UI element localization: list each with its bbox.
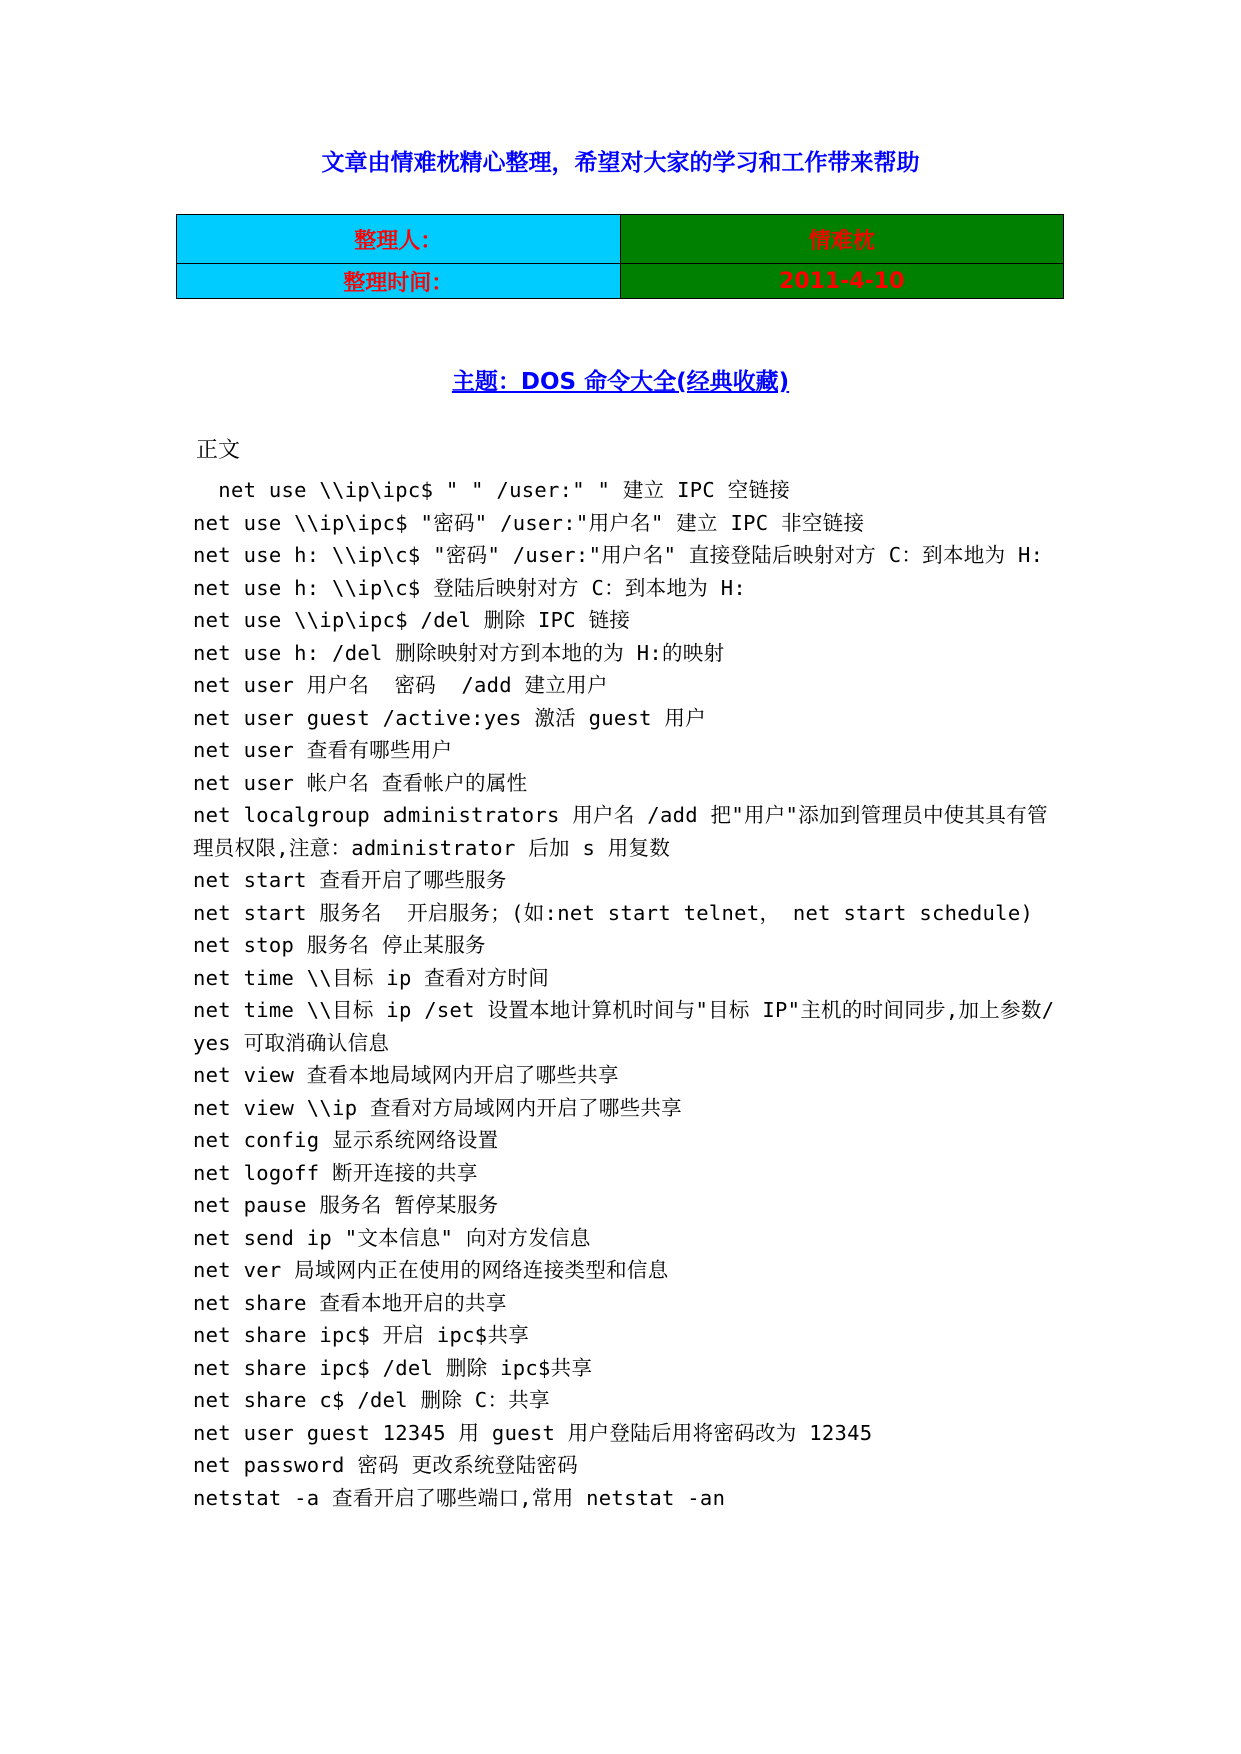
command-line: net share ipc$ /del 删除 ipc$共享: [193, 1355, 593, 1380]
body-label: 正文: [196, 438, 241, 463]
organizer-label: 整理人：: [177, 215, 621, 264]
info-row-date: [177, 264, 1064, 299]
command-line: net use h: \\ip\c$ 登陆后映射对方 C：到本地为 H:: [193, 575, 747, 600]
command-line: net use h: /del 删除映射对方到本地的为 H:的映射: [193, 640, 725, 665]
command-line: net user 查看有哪些用户: [193, 738, 453, 762]
command-line: net start 查看开启了哪些服务: [193, 868, 507, 892]
command-line: net user guest /active:yes 激活 guest 用户: [193, 705, 707, 730]
command-line: net ver 局域网内正在使用的网络连接类型和信息: [193, 1258, 669, 1282]
command-line: net pause 服务名 暂停某服务: [193, 1193, 499, 1217]
command-line: net stop 服务名 停止某服务: [193, 933, 486, 957]
topic-title: 主题：DOS 命令大全(经典收藏): [451, 369, 790, 395]
date-value: 2011-4-10: [620, 264, 1064, 299]
command-line: net view 查看本地局域网内开启了哪些共享: [193, 1063, 619, 1087]
command-line: net share ipc$ 开启 ipc$共享: [193, 1323, 530, 1347]
command-line: net time \\目标 ip 查看对方时间: [193, 965, 550, 990]
info-row-organizer: [177, 215, 1064, 264]
command-line: net view \\ip 查看对方局域网内开启了哪些共享: [193, 1095, 682, 1120]
command-line: net use h: \\ip\c$ "密码" /user:"用户名" 直接登陆后映射对方 C：到本地为 H:: [193, 543, 1044, 567]
command-line: net user 用户名 密码 /add 建立用户: [193, 673, 608, 697]
command-line: net logoff 断开连接的共享: [193, 1160, 478, 1185]
command-line: net user guest 12345 用 guest 用户登陆后用将密码改为 12345: [193, 1420, 873, 1445]
command-line: net config 显示系统网络设置: [193, 1128, 499, 1152]
command-line: net use \\ip\ipc$ "密码" /user:"用户名" 建立 IPC 非空链接: [193, 510, 865, 535]
command-line: netstat -a 查看开启了哪些端口,常用 netstat -an: [193, 1485, 726, 1510]
command-line: net send ip "文本信息" 向对方发信息: [193, 1225, 591, 1250]
command-line: net localgroup administrators 用户名 /add 把"用户"添加到管理员中使其具有管理员权限,注意：administrator 后加 s 用复数: [193, 803, 1048, 860]
header-note: 文章由情难枕精心整理，希望对大家的学习和工作带来帮助: [321, 150, 920, 176]
command-line: net use \\ip\ipc$ /del 删除 IPC 链接: [193, 608, 631, 632]
topic-heading: [0, 367, 1241, 397]
command-line: net share 查看本地开启的共享: [193, 1290, 507, 1315]
command-line: net user 帐户名 查看帐户的属性: [193, 770, 528, 795]
command-line: net start 服务名 开启服务；(如:net start telnet， net start schedule): [193, 900, 1034, 925]
command-list: [193, 474, 1055, 1514]
organizer-value: 情难枕: [620, 215, 1064, 264]
command-line: net use \\ip\ipc$ " " /user:" " 建立 IPC 空链接: [193, 478, 791, 502]
date-label: 整理时间：: [177, 264, 621, 299]
command-line: net share c$ /del 删除 C：共享: [193, 1388, 550, 1412]
command-line: net time \\目标 ip /set 设置本地计算机时间与"目标 IP"主机的时间同步,加上参数/yes 可取消确认信息: [193, 998, 1055, 1055]
command-line: net password 密码 更改系统登陆密码: [193, 1453, 578, 1477]
info-table: [176, 214, 1064, 299]
